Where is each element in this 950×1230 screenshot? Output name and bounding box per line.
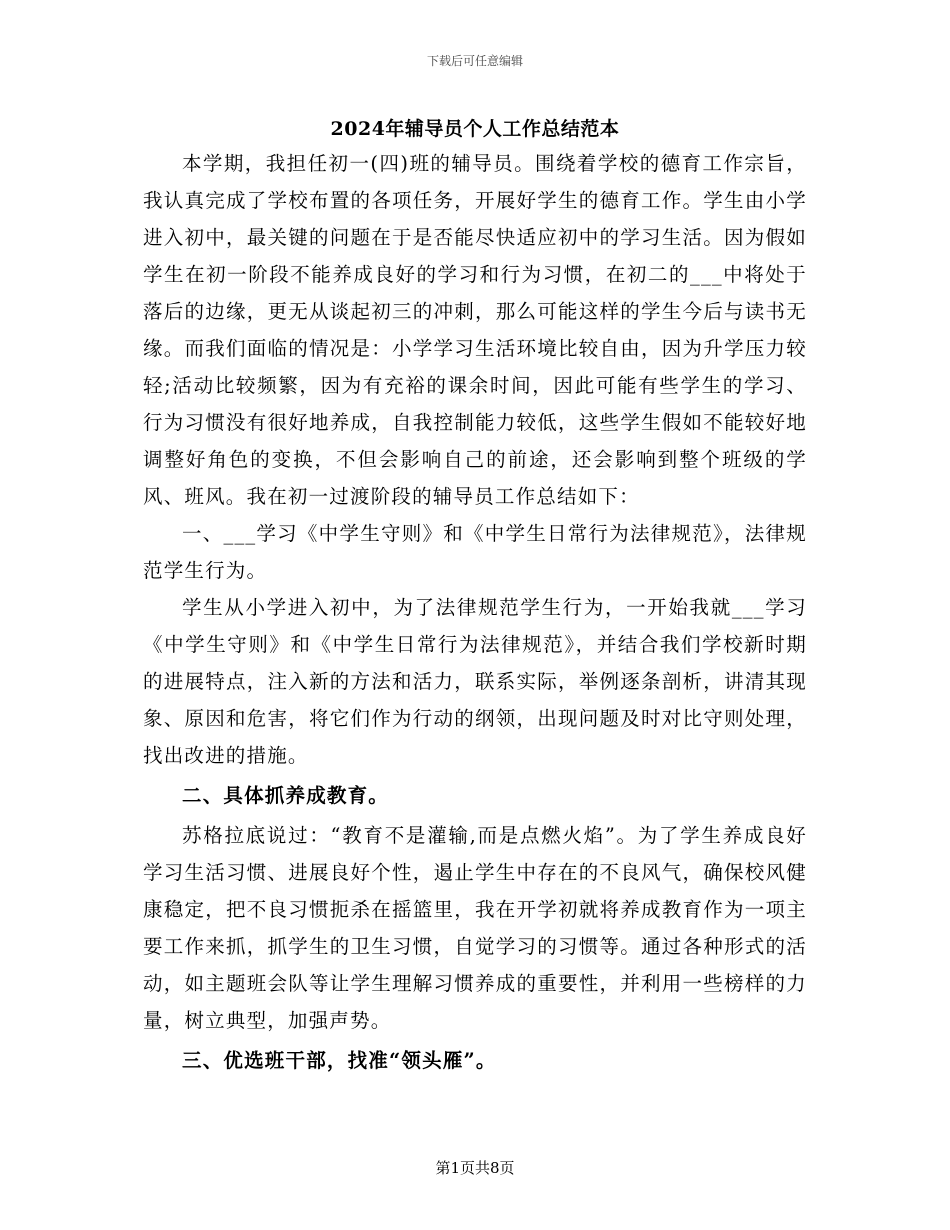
paragraph-section-two: 苏格拉底说过：“教育不是灌输,而是点燃火焰”。为了学生养成良好学习生活习惯、进展良好个性，遏止学生中存在的不良风气，确保校风健康稳定，把不良习惯扼杀在摇篮里，我在开学初就将养成教育作为一项主要工作来抓，抓学生的卫生习惯，自觉学习的习惯等。通过各种形式的活动，如主题班会队等让学生理解习惯养成的重要性，并利用一些榜样的力量，树立典型，加强声势。 xyxy=(143,824,807,1032)
paragraph-section-one: 学生从小学进入初中，为了法律规范学生行为，一开始我就___学习《中学生守则》和《中学生日常行为法律规范》，并结合我们学校新时期的进展特点，注入新的方法和活力，联系实际，举例逐条剖析，讲清其现象、原因和危害，将它们作为行动的纲领，出现问题及时对比守则处理，找出改进的措施。 xyxy=(143,596,807,767)
section-one-heading: 一、___学习《中学生守则》和《中学生日常行为法律规范》，法律规范学生行为。 xyxy=(143,522,807,582)
page-header-note: 下载后可任意编辑 xyxy=(426,54,523,68)
document-body xyxy=(143,145,807,1082)
page-number: 第1页共8页 xyxy=(435,1159,515,1177)
section-two-heading: 二、具体抓养成教育。 xyxy=(182,784,390,807)
paragraph-intro: 本学期，我担任初一(四)班的辅导员。围绕着学校的德育工作宗旨，我认真完成了学校布置的各项任务，开展好学生的德育工作。学生由小学进入初中，最关键的问题在于是否能尽快适应初中的学习生活。因为假如学生在初一阶段不能养成良好的学习和行为习惯，在初二的___中将处于落后的边缘，更无从谈起初三的冲刺，那么可能这样的学生今后与读书无缘。而我们面临的情况是：小学学习生活环境比较自由，因为升学压力较轻;活动比较频繁，因为有充裕的课余时间，因此可能有些学生的学习、行为习惯没有很好地养成，自我控制能力较低，这些学生假如不能较好地调整好角色的变换，不但会影响自己的前途，还会影响到整个班级的学风、班风。我在初一过渡阶段的辅导员工作总结如下： xyxy=(143,152,807,508)
section-three-heading: 三、优选班干部，找准“领头雁”。 xyxy=(182,1049,497,1072)
document-title: 2024年辅导员个人工作总结范本 xyxy=(330,118,620,140)
